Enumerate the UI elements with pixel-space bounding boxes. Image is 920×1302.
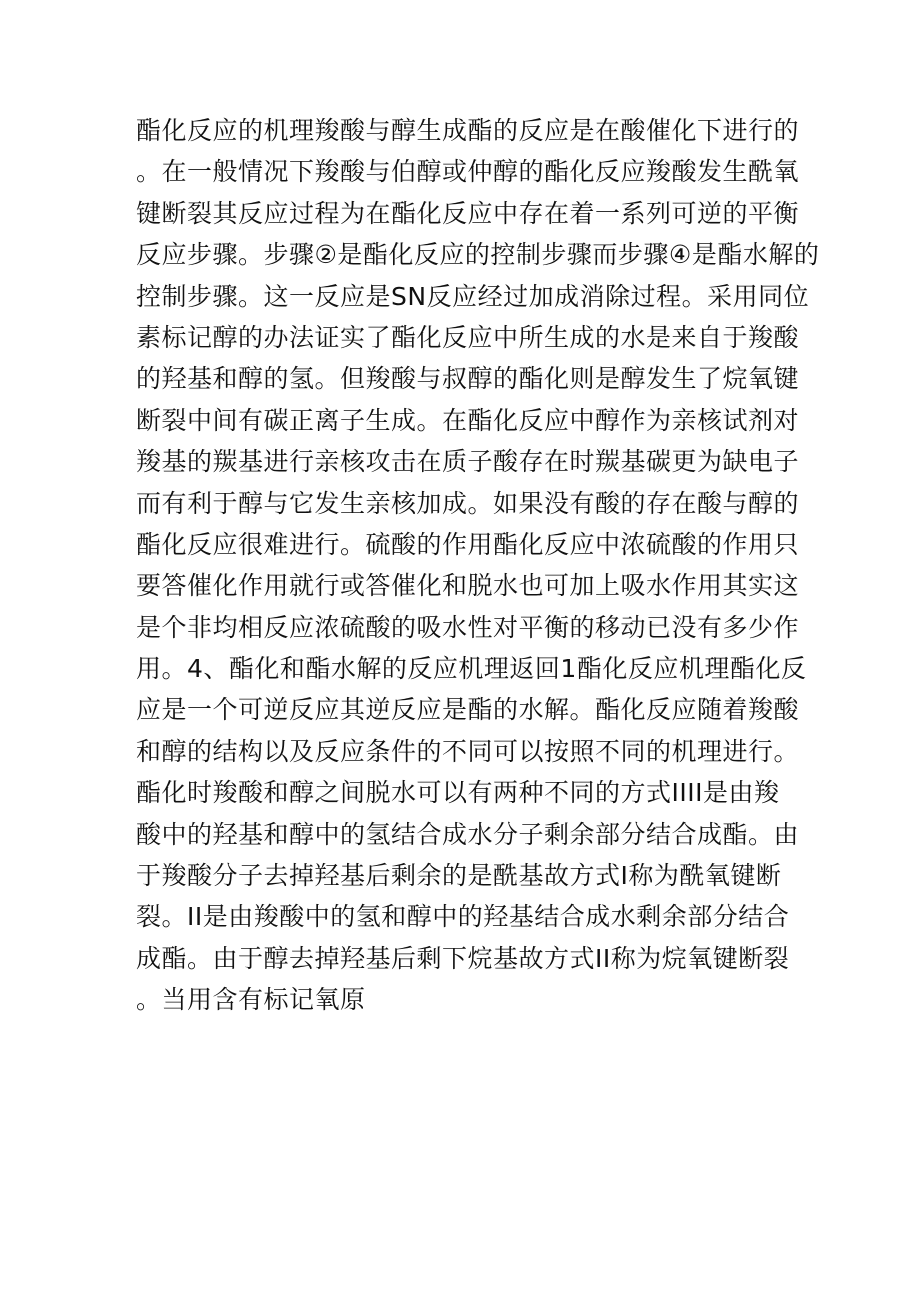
text-line: 素标记醇的办法证实了酯化反应中所生成的水是来自于羧酸	[136, 322, 800, 352]
text-line: 酯化反应的机理羧酸与醇生成酯的反应是在酸催化下进行的	[136, 116, 800, 145]
text-line: 裂。II是由羧酸中的氢和醇中的羟基结合成水剩余部分结合	[136, 902, 790, 932]
text-line: 反应步骤。步骤②是酯化反应的控制步骤而步骤④是酯水解的	[136, 240, 820, 270]
text-line: 。当用含有标记氧原	[136, 985, 366, 1015]
text-line: 。在一般情况下羧酸与伯醇或仲醇的酯化反应羧酸发生酰氧	[136, 157, 800, 187]
text-line: 酯化反应很难进行。硫酸的作用酯化反应中浓硫酸的作用只	[136, 529, 800, 559]
text-line: 酯化时羧酸和醇之间脱水可以有两种不同的方式IIII是由羧	[136, 778, 780, 808]
text-line: 成酯。由于醇去掉羟基后剩下烷基故方式II称为烷氧键断裂	[136, 943, 790, 973]
text-line: 于羧酸分子去掉羟基后剩余的是酰基故方式I称为酰氧键断	[136, 861, 782, 891]
text-line: 键断裂其反应过程为在酯化反应中存在着一系列可逆的平衡	[136, 198, 800, 228]
text-line: 控制步骤。这一反应是SN反应经过加成消除过程。采用同位	[136, 281, 810, 311]
body-text	[136, 110, 820, 1021]
text-line: 的羟基和醇的氢。但羧酸与叔醇的酯化则是醇发生了烷氧键	[136, 364, 800, 394]
text-line: 用。4、酯化和酯水解的反应机理返回1酯化反应机理酯化反	[136, 654, 807, 684]
text-line: 羧基的羰基进行亲核攻击在质子酸存在时羰基碳更为缺电子	[136, 447, 800, 477]
text-line: 是个非均相反应浓硫酸的吸水性对平衡的移动已没有多少作	[136, 612, 800, 642]
text-line: 要答催化作用就行或答催化和脱水也可加上吸水作用其实这	[136, 571, 800, 601]
text-line: 和醇的结构以及反应条件的不同可以按照不同的机理进行。	[136, 736, 800, 766]
text-line: 酸中的羟基和醇中的氢结合成水分子剩余部分结合成酯。由	[136, 819, 800, 849]
text-line: 应是一个可逆反应其逆反应是酯的水解。酯化反应随着羧酸	[136, 695, 800, 725]
text-line: 而有利于醇与它发生亲核加成。如果没有酸的存在酸与醇的	[136, 488, 800, 518]
text-line: 断裂中间有碳正离子生成。在酯化反应中醇作为亲核试剂对	[136, 405, 800, 435]
